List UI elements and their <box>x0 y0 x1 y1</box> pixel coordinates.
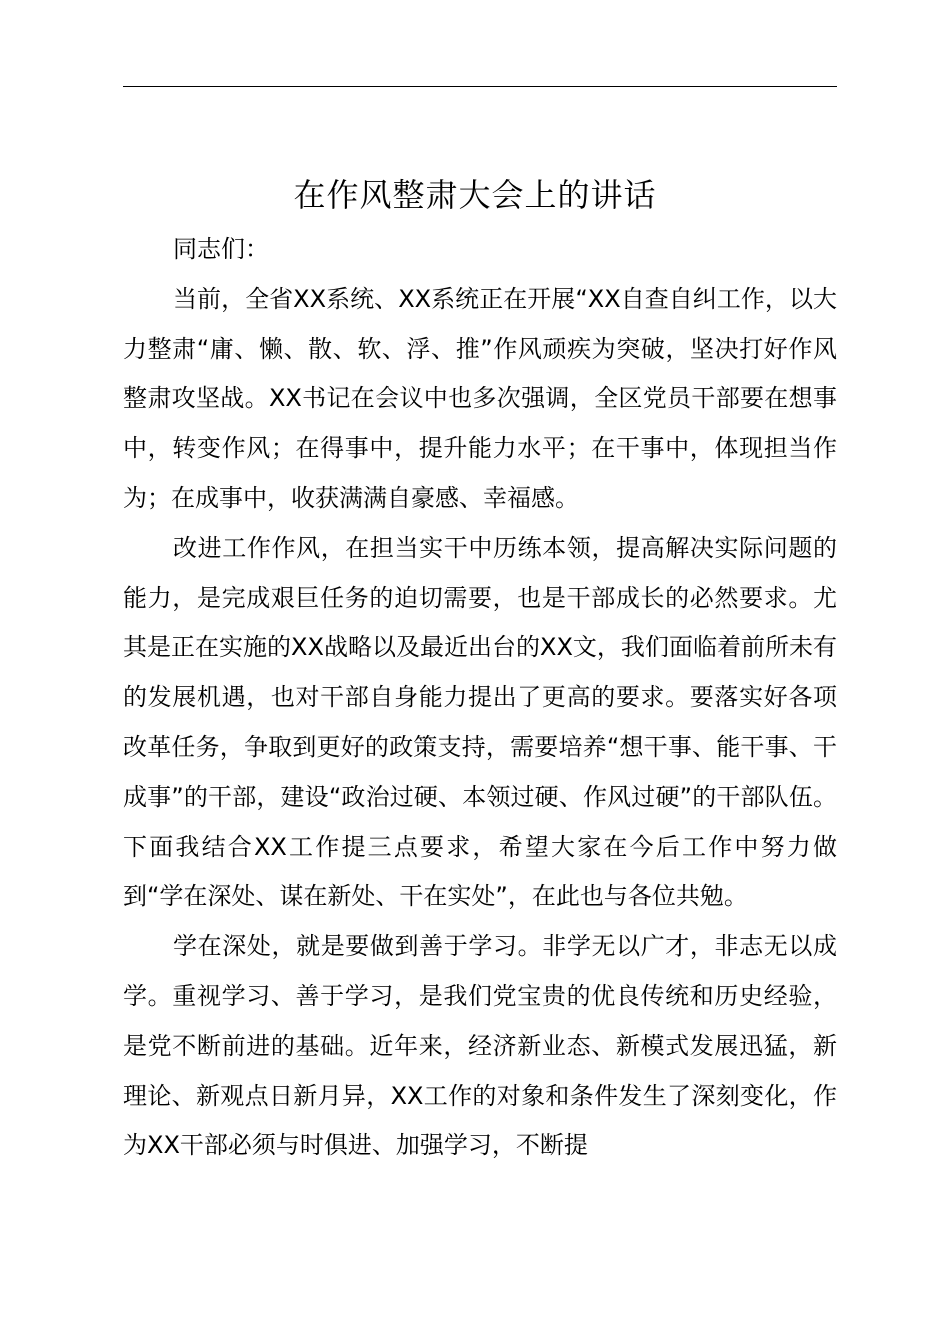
document-title: 在作风整肃大会上的讲话 <box>293 176 657 215</box>
paragraph-3: 学在深处，就是要做到善于学习。非学无以广才，非志无以成学。重视学习、善于学习，是我们党宝贵的优良传统和历史经验，是党不断前进的基础。近年来，经济新业态、新模式发展迅猛，新理论、新观点日新月异，XX工作的对象和条件发生了深刻变化，作为XX干部必须与时俱进、加强学习，不断提 <box>123 932 837 1160</box>
paragraph-2: 改进工作作风，在担当实干中历练本领，提高解决实际问题的能力，是完成艰巨任务的迫切需要，也是干部成长的必然要求。尤其是正在实施的XX战略以及最近出台的XX文，我们面临着前所未有的发展机遇，也对干部自身能力提出了更高的要求。要落实好各项改革任务，争取到更好的政策支持，需要培养“想干事、能干事、干成事”的干部，建设“政治过硬、本领过硬、作风过硬”的干部队伍。下面我结合XX工作提三点要求，希望大家在今后工作中努力做到“学在深处、谋在新处、干在实处”，在此也与各位共勉。 <box>123 533 837 911</box>
paragraph-1: 当前，全省XX系统、XX系统正在开展“XX自查自纠工作，以大力整肃“庸、懒、散、软、浮、推”作风顽疾为突破，坚决打好作风整肃攻坚战。XX书记在会议中也多次强调，全区党员干部要在想事中，转变作风；在得事中，提升能力水平；在干事中，体现担当作为；在成事中，收获满满自豪感、幸福感。 <box>123 284 837 512</box>
document-body <box>123 225 837 1171</box>
greeting: 同志们： <box>173 235 269 263</box>
header-rule <box>123 86 837 87</box>
